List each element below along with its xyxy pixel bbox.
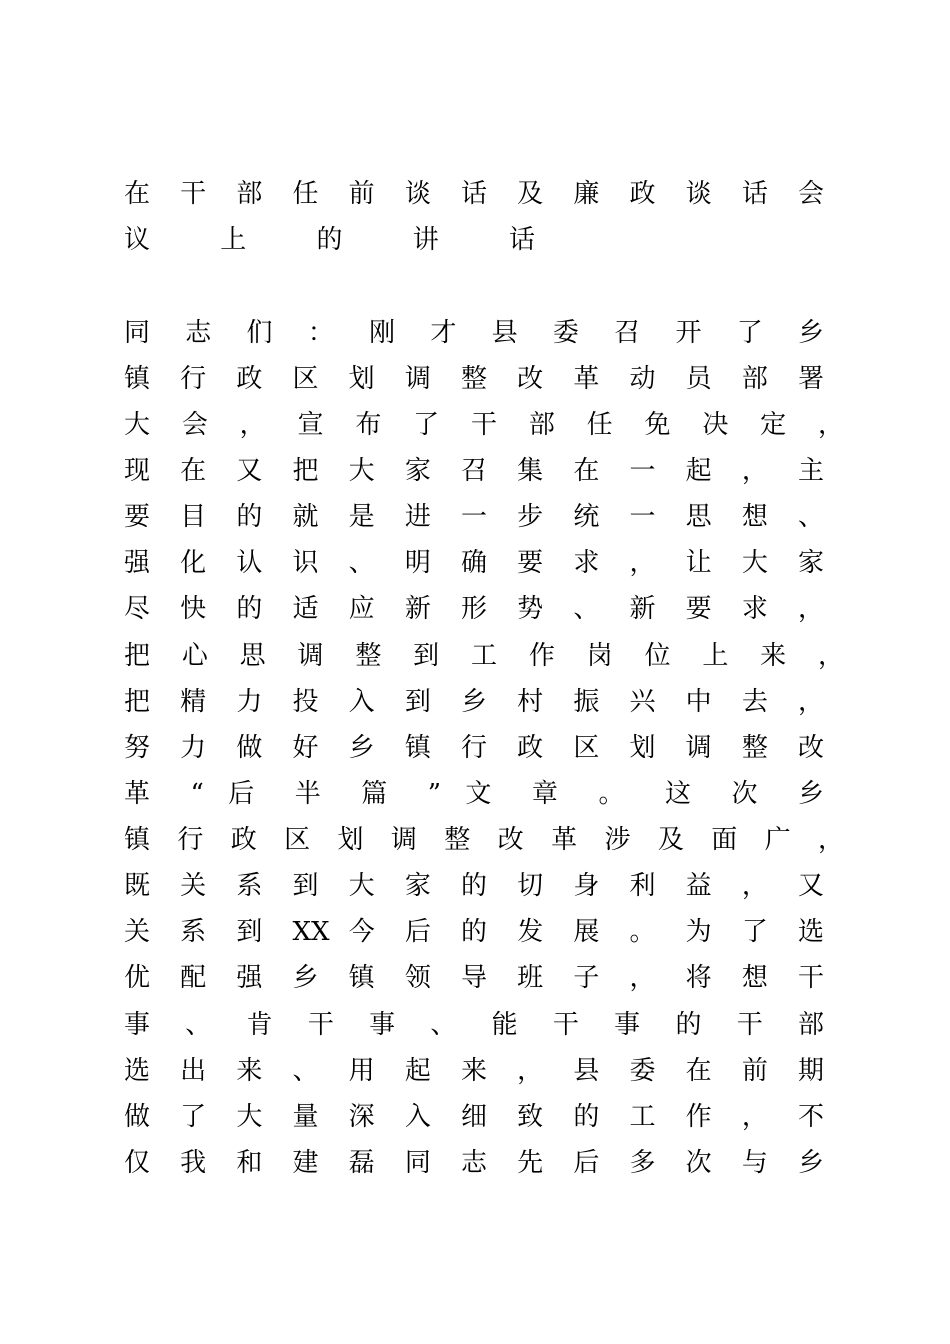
body-line-7: 尽 快 的 适 应 新 形 势 、 新 要 求 ，: [124, 594, 824, 624]
body-line-3: 大 会 ， 宣 布 了 干 部 任 免 决 定 ，: [124, 410, 844, 440]
body-line-13: 既 关 系 到 大 家 的 切 身 利 益 ， 又: [124, 871, 824, 901]
body-line-10: 努 力 做 好 乡 镇 行 政 区 划 调 整 改: [124, 733, 824, 763]
body-line-6: 强 化 认 识 、 明 确 要 求 ， 让 大 家: [124, 548, 824, 578]
body-line-2: 镇 行 政 区 划 调 整 改 革 动 员 部 署: [124, 364, 824, 394]
body-line-17: 选 出 来 、 用 起 来 ， 县 委 在 前 期: [124, 1056, 824, 1086]
body-line-19: 仅 我 和 建 磊 同 志 先 后 多 次 与 乡: [124, 1148, 824, 1178]
body-line-11: 革 “ 后 半 篇 ” 文 章 。 这 次 乡: [124, 779, 824, 809]
body-line-9: 把 精 力 投 入 到 乡 村 振 兴 中 去 ，: [124, 687, 824, 717]
body-line-14: 关 系 到 XX 今 后 的 发 展 。 为 了 选: [124, 917, 824, 947]
body-line-8: 把 心 思 调 整 到 工 作 岗 位 上 来 ，: [124, 641, 844, 671]
body-line-12: 镇 行 政 区 划 调 整 改 革 涉 及 面 广 ，: [124, 825, 844, 855]
body-line-18: 做 了 大 量 深 入 细 致 的 工 作 ， 不: [124, 1102, 824, 1132]
body-line-16: 事 、 肯 干 事 、 能 干 事 的 干 部: [124, 1010, 824, 1040]
title-line-2: 议 上 的 讲 话: [124, 225, 567, 255]
body-line-4: 现 在 又 把 大 家 召 集 在 一 起 ， 主: [124, 456, 824, 486]
title-line-1: 在 干 部 任 前 谈 话 及 廉 政 谈 话 会: [124, 179, 824, 209]
body-line-15: 优 配 强 乡 镇 领 导 班 子 ， 将 想 干: [124, 963, 824, 993]
body-line-5: 要 目 的 就 是 进 一 步 统 一 思 想 、: [124, 502, 824, 532]
body-line-1: 同 志 们 ： 刚 才 县 委 召 开 了 乡: [124, 318, 824, 348]
